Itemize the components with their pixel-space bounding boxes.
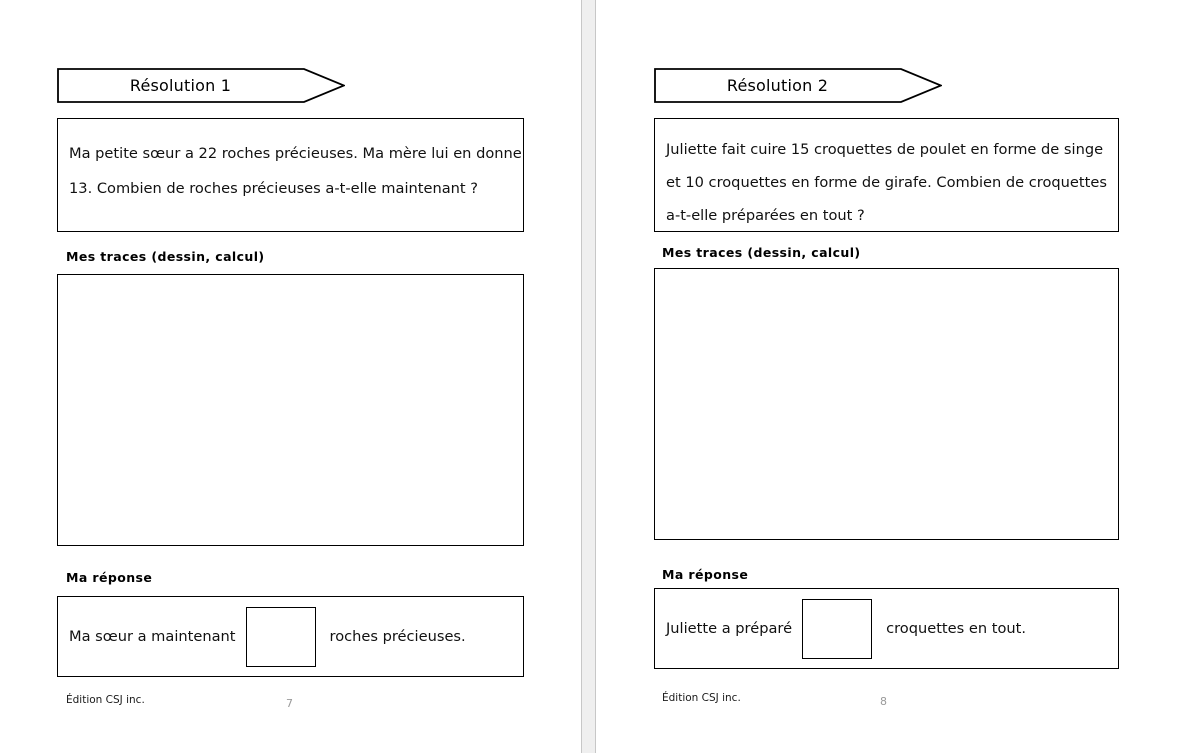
problem-statement-text-right <box>666 133 1108 232</box>
footer-page-number-right: 8 <box>880 695 887 708</box>
problem-statement-box-right <box>654 118 1119 232</box>
page-right <box>596 0 1180 753</box>
answer-label-right: Ma réponse <box>662 567 749 582</box>
traces-workspace-right[interactable] <box>654 268 1119 540</box>
problem-line: et 10 croquettes en forme de girafe. Combien de croquettes <box>666 174 1107 191</box>
answer-suffix-right: croquettes en tout. <box>886 620 1026 637</box>
resolution-banner-left <box>57 68 345 103</box>
banner-title-left: Résolution 1 <box>129 76 232 95</box>
footer-credit-right: Édition CSJ inc. <box>662 692 741 704</box>
problem-line: 13. Combien de roches précieuses a-t-elle maintenant ? <box>69 180 479 197</box>
page-left <box>0 0 581 753</box>
answer-box-right <box>654 588 1119 669</box>
answer-prefix-left: Ma sœur a maintenant <box>69 628 236 645</box>
problem-line: Ma petite sœur a 22 roches précieuses. Ma mère lui en donne <box>69 145 522 162</box>
problem-line: Juliette fait cuire 15 croquettes de poulet en forme de singe <box>666 141 1104 158</box>
problem-statement-text-left <box>69 136 522 206</box>
answer-label-left: Ma réponse <box>66 570 153 585</box>
answer-sentence-right <box>655 589 1118 668</box>
traces-workspace-left[interactable] <box>57 274 524 546</box>
resolution-banner-right <box>654 68 942 103</box>
page-gutter <box>581 0 596 753</box>
answer-suffix-left: roches précieuses. <box>329 628 466 645</box>
problem-line: a-t-elle préparées en tout ? <box>666 207 865 224</box>
traces-label-right: Mes traces (dessin, calcul) <box>662 245 861 260</box>
banner-title-right: Résolution 2 <box>726 76 829 95</box>
footer-page-number-left: 7 <box>286 697 293 710</box>
footer-credit-left: Édition CSJ inc. <box>66 694 145 706</box>
answer-prefix-right: Juliette a préparé <box>666 620 793 637</box>
problem-statement-box-left <box>57 118 524 232</box>
answer-box-left <box>57 596 524 677</box>
answer-sentence-left <box>58 597 523 676</box>
answer-input-right[interactable] <box>802 599 872 659</box>
traces-label-left: Mes traces (dessin, calcul) <box>66 249 265 264</box>
answer-input-left[interactable] <box>246 607 316 667</box>
